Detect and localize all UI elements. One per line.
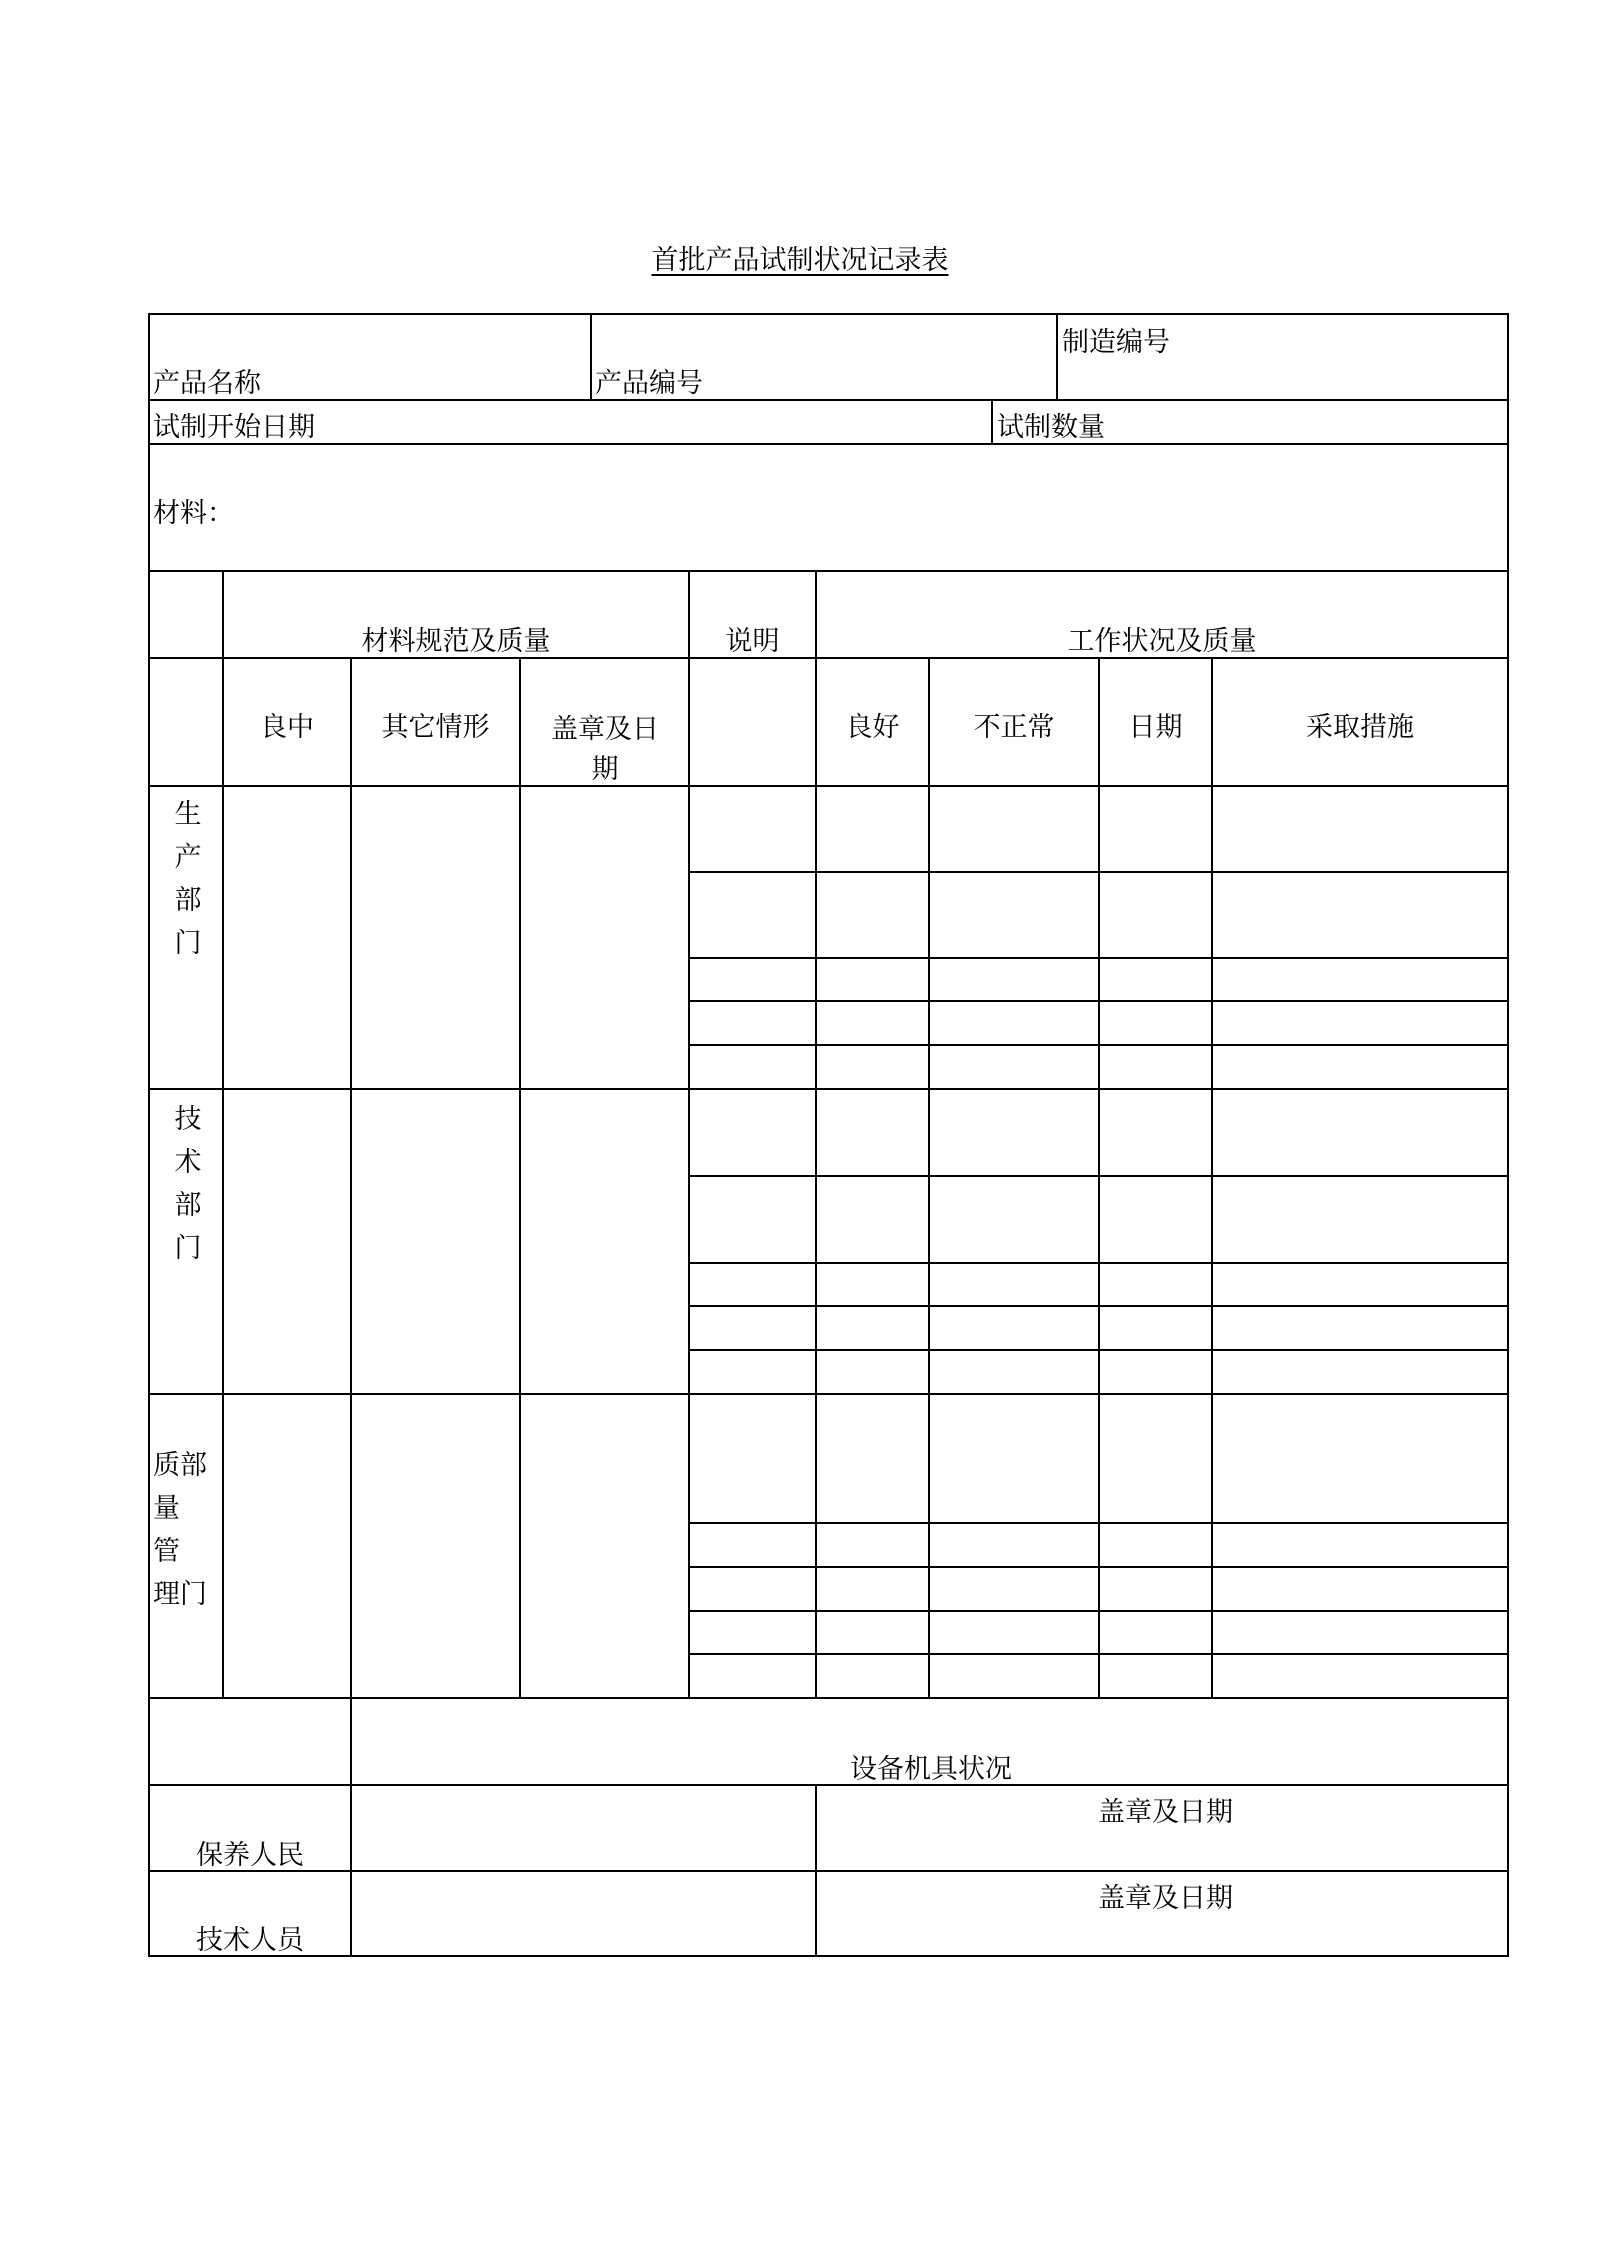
manufacture-no-label: 制造编号: [1062, 327, 1170, 358]
seal-date-label-1: 盖章及日期: [1098, 1797, 1233, 1828]
measures-taken-header: 采取措施: [1306, 712, 1414, 743]
trial-quantity-label: 试制数量: [997, 412, 1105, 443]
page-title: 首批产品试制状况记录表: [651, 245, 949, 276]
product-name-label: 产品名称: [153, 368, 261, 399]
material-label: 材料：: [153, 498, 234, 529]
quality-dept-label: 质部 量 管 理门: [153, 1450, 207, 1610]
date-header: 日期: [1128, 712, 1183, 743]
trial-start-date-label: 试制开始日期: [153, 412, 315, 443]
technical-staff-label: 技术人员: [196, 1925, 304, 1956]
technical-dept-label: 技 术 部 门: [174, 1104, 202, 1264]
seal-date-label-2: 盖章及日期: [1098, 1883, 1233, 1914]
material-spec-quality-header: 材料规范及质量: [361, 626, 551, 657]
other-situations-header: 其它情形: [381, 712, 490, 743]
good-medium-header: 良中: [260, 712, 314, 743]
production-dept-label: 生 产 部 门: [174, 799, 202, 959]
maintenance-staff-label: 保养人民: [196, 1840, 304, 1871]
equipment-status-label: 设备机具状况: [850, 1754, 1012, 1785]
product-code-label: 产品编号: [595, 368, 703, 399]
abnormal-header: 不正常: [973, 712, 1055, 743]
good-header: 良好: [845, 712, 900, 743]
seal-date-header: 盖章及日期: [551, 714, 659, 785]
explanation-header: 说明: [725, 626, 780, 657]
work-status-quality-header: 工作状况及质量: [1067, 626, 1257, 657]
